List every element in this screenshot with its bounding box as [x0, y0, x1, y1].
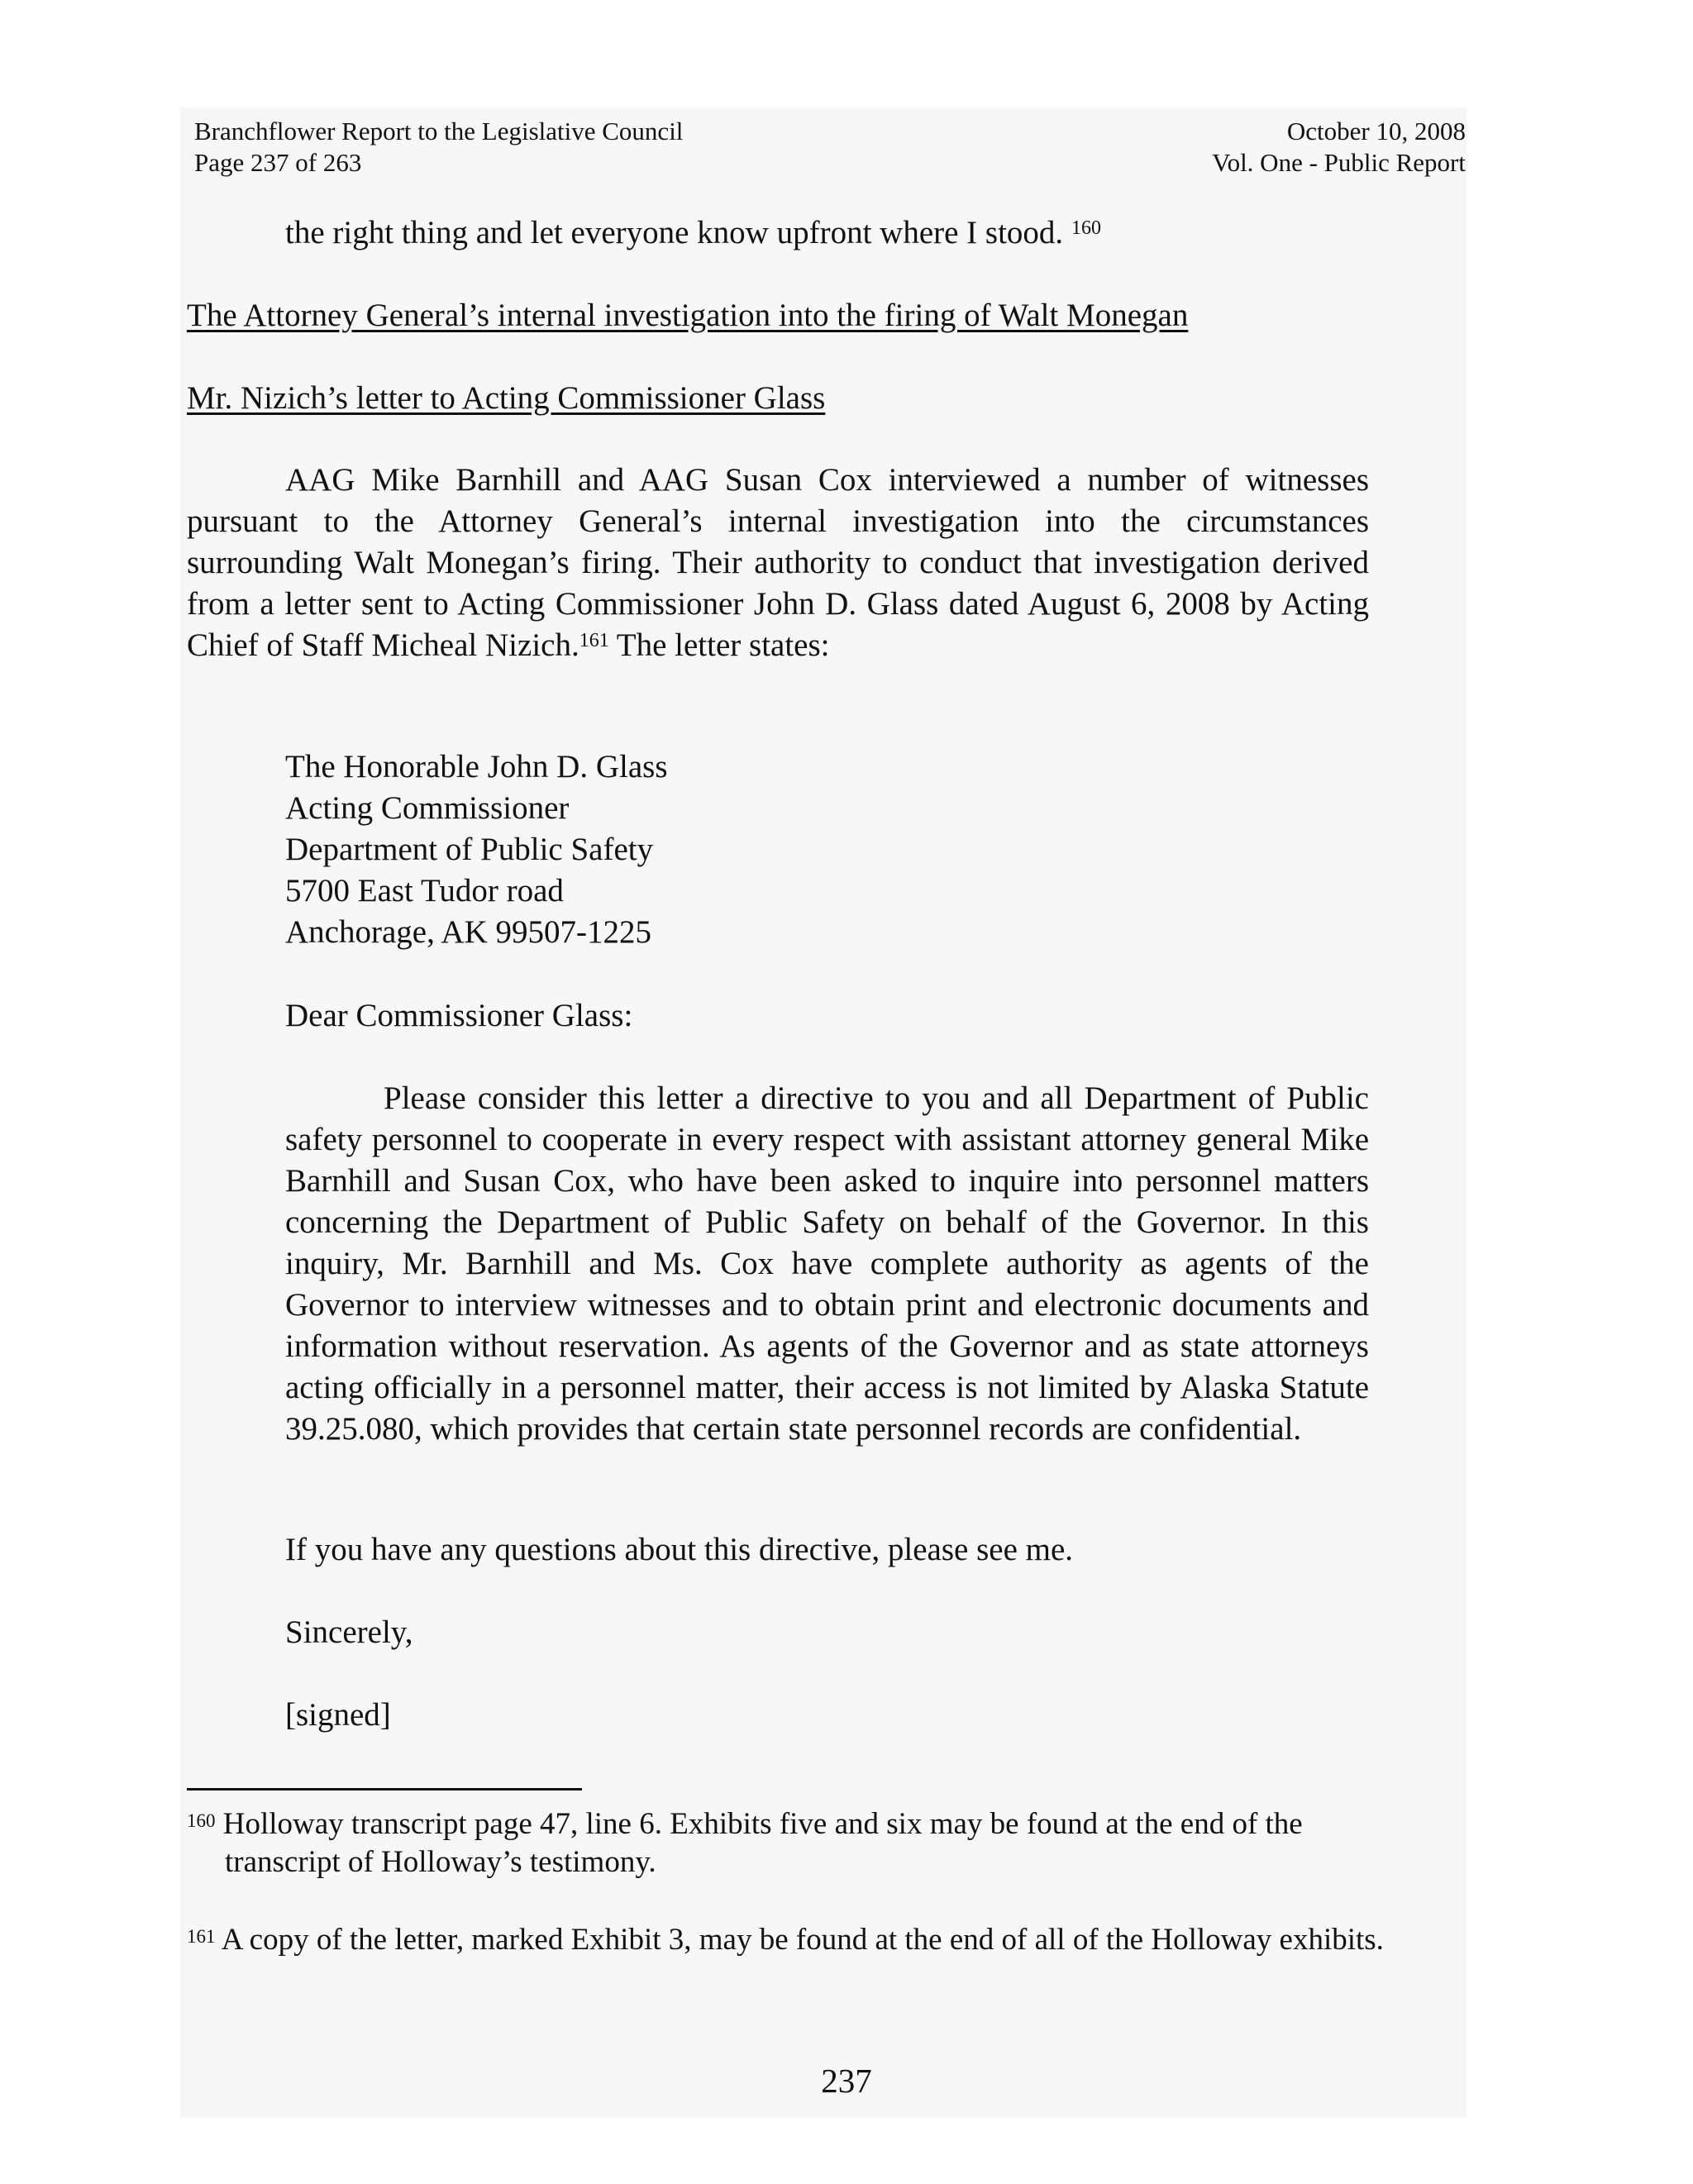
footnote-text: A copy of the letter, marked Exhibit 3, may be found at the end of all of the Holloway exhibits. [221, 1923, 1384, 1957]
running-header-right [1212, 116, 1466, 179]
letter-salutation: Dear Commissioner Glass: [285, 998, 633, 1033]
body-paragraph-tail: The letter states: [608, 627, 830, 663]
address-line: Anchorage, AK 99507-1225 [285, 914, 651, 950]
letter-closing: Sincerely, [285, 1614, 413, 1650]
page-number: 237 [821, 2062, 872, 2100]
footnote-divider [187, 1788, 582, 1791]
address-line: 5700 East Tudor road [285, 873, 564, 908]
running-header-left [194, 116, 683, 179]
letter-body [285, 1078, 1369, 1450]
letter-closing-question: If you have any questions about this directive, please see me. [285, 1532, 1074, 1567]
continued-quote [285, 212, 1101, 254]
footnote-ref-160[interactable]: 160 [1071, 217, 1101, 239]
footnote-number: 160 [187, 1810, 216, 1831]
body-paragraph [187, 460, 1369, 666]
page-count: Page 237 of 263 [194, 148, 362, 177]
address-line: The Honorable John D. Glass [285, 749, 668, 784]
footnote-text: Holloway transcript page 47, line 6. Exhibits five and six may be found at the end of the transcript of Holloway’s testimony. [222, 1807, 1303, 1879]
footnote-ref-161[interactable]: 161 [579, 630, 609, 651]
volume-label: Vol. One - Public Report [1212, 148, 1466, 177]
report-date: October 10, 2008 [1286, 117, 1466, 145]
body-paragraph-text: AAG Mike Barnhill and AAG Susan Cox interviewed a number of witnesses pursuant to the Attorney General’s internal investigation into the circumstances surrounding Walt Monegan’s firing. Their authority to conduct that investigation derived from a letter sent to Acting Commissioner John D. Glass dated August 6, 2008 by Acting Chief of Staff Micheal Nizich. [187, 462, 1369, 663]
footnote-161 [187, 1921, 1419, 1959]
letter-signature: [signed] [285, 1697, 391, 1733]
subsection-heading: Mr. Nizich’s letter to Acting Commissioner Glass [187, 380, 826, 416]
address-line: Acting Commissioner [285, 790, 570, 826]
footnote-160 [187, 1805, 1419, 1881]
address-line: Department of Public Safety [285, 832, 654, 867]
letter-body-text: Please consider this letter a directive to you and all Department of Public safety personnel to cooperate in every respect with assistant attorney general Mike Barnhill and Susan Cox, who have been asked to inquire into personnel matters concerning the Department of Public Safety on behalf of the Governor. In this inquiry, Mr. Barnhill and Ms. Cox have complete authority as agents of the Governor to interview witnesses and to obtain print and electronic documents and information without reservation. As agents of the Governor and as state attorneys acting officially in a personnel matter, their access is not limited by Alaska Statute 39.25.080, which provides that certain state personnel records are confidential. [285, 1080, 1369, 1447]
report-title: Branchflower Report to the Legislative Council [194, 117, 684, 145]
letter-address-block [285, 746, 668, 953]
footnote-number: 161 [187, 1926, 216, 1947]
section-heading: The Attorney General’s internal investigation into the firing of Walt Monegan [187, 298, 1189, 333]
continued-quote-text: the right thing and let everyone know upfront where I stood. [285, 215, 1064, 250]
